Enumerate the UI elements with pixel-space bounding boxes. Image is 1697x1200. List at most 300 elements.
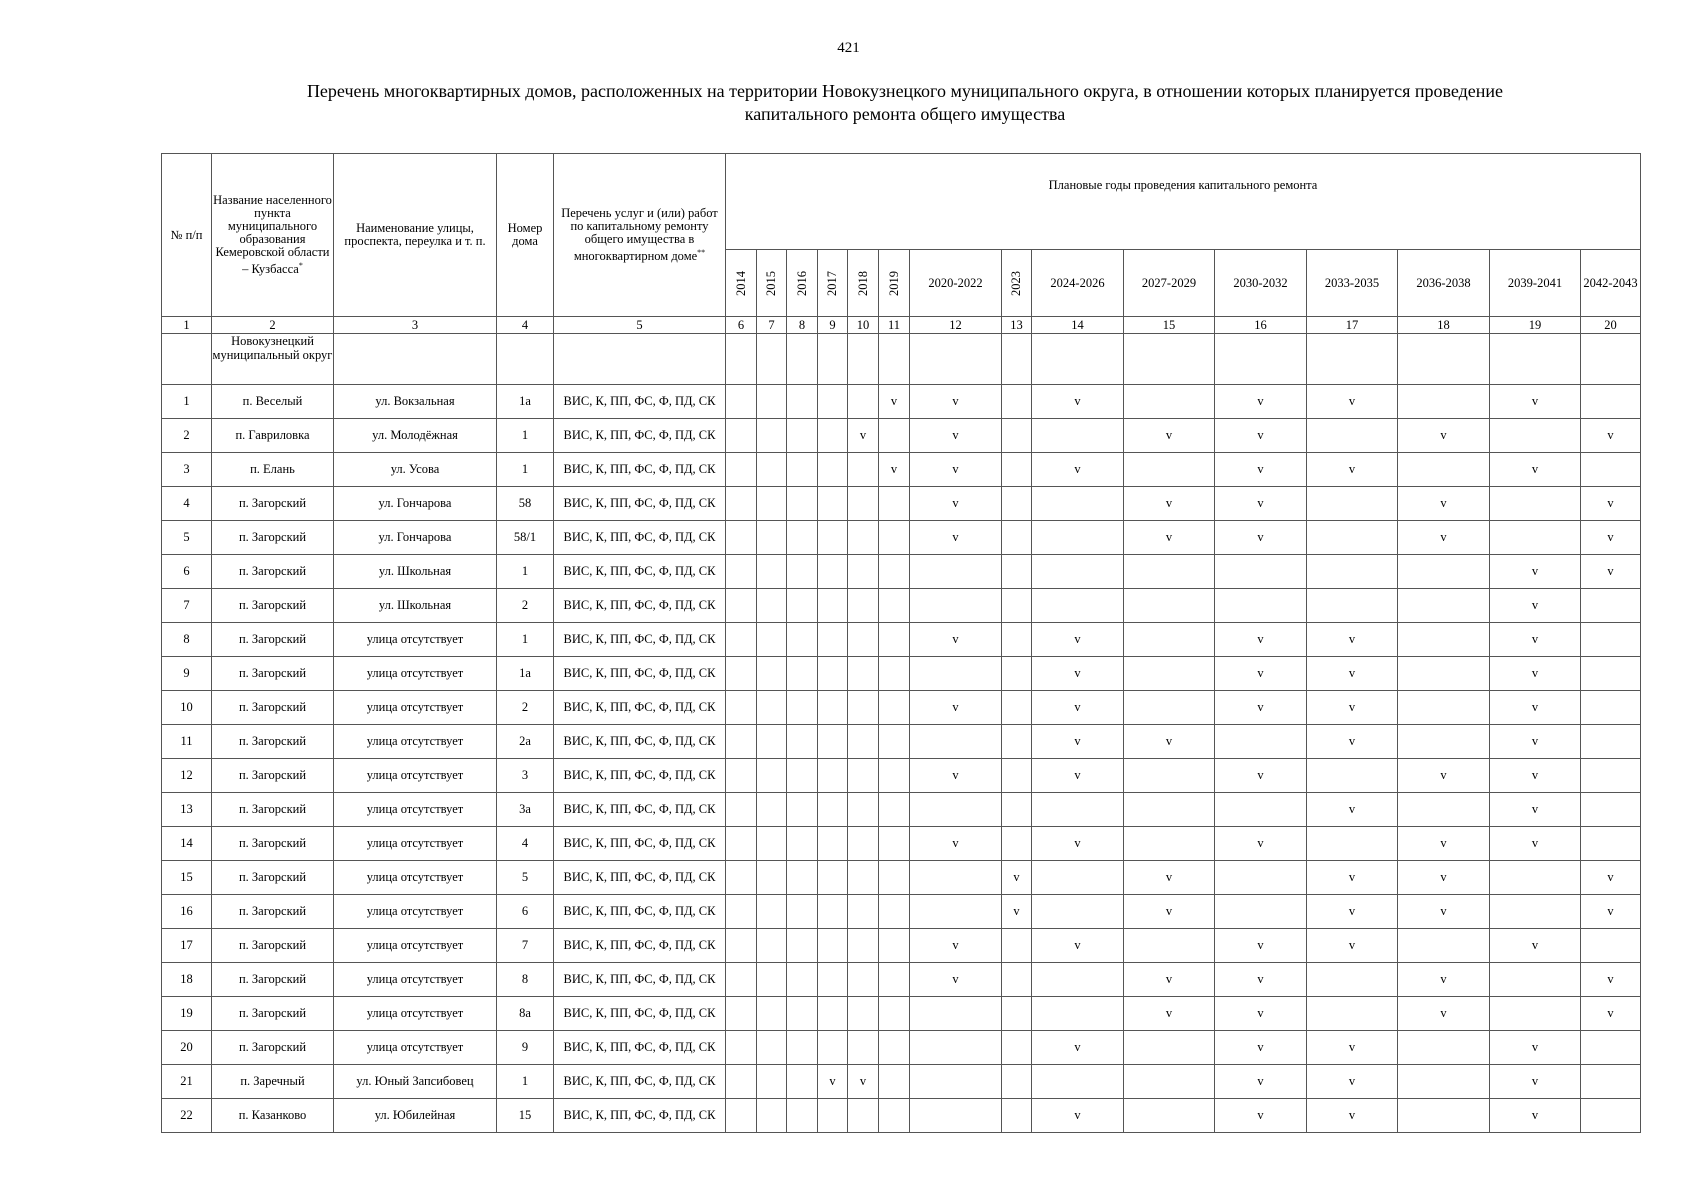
year-mark-cell xyxy=(787,419,818,453)
year-mark-cell: v xyxy=(1124,997,1215,1031)
year-mark-cell xyxy=(757,521,787,555)
year-mark-cell: v xyxy=(1581,419,1641,453)
year-mark-cell xyxy=(1490,963,1581,997)
settlement-cell: п. Загорский xyxy=(212,963,334,997)
year-mark-cell xyxy=(1398,657,1490,691)
street-cell: ул. Молодёжная xyxy=(334,419,497,453)
year-mark-cell xyxy=(879,963,910,997)
year-mark-cell xyxy=(757,827,787,861)
year-mark-cell: v xyxy=(910,385,1002,419)
year-mark-cell xyxy=(879,657,910,691)
works-cell: ВИС, К, ПП, ФС, Ф, ПД, СК xyxy=(554,657,726,691)
year-mark-cell xyxy=(787,1031,818,1065)
header-year-label: 2015 xyxy=(764,270,778,296)
year-mark-cell xyxy=(910,657,1002,691)
year-mark-cell xyxy=(1398,623,1490,657)
year-mark-cell xyxy=(879,759,910,793)
section-cell xyxy=(1307,334,1398,385)
year-mark-cell xyxy=(726,487,757,521)
year-mark-cell xyxy=(787,487,818,521)
settlement-cell: п. Загорский xyxy=(212,623,334,657)
year-mark-cell xyxy=(787,827,818,861)
street-cell: улица отсутствует xyxy=(334,623,497,657)
row-number: 12 xyxy=(162,759,212,793)
house-cell: 1 xyxy=(497,623,554,657)
year-mark-cell xyxy=(726,1099,757,1133)
year-mark-cell xyxy=(1032,555,1124,589)
year-mark-cell xyxy=(910,1031,1002,1065)
street-cell: улица отсутствует xyxy=(334,929,497,963)
column-number: 2 xyxy=(212,317,334,334)
year-mark-cell: v xyxy=(1307,385,1398,419)
year-mark-cell xyxy=(848,623,879,657)
year-mark-cell xyxy=(1002,1065,1032,1099)
year-mark-cell: v xyxy=(1398,521,1490,555)
year-mark-cell xyxy=(1032,521,1124,555)
header-year xyxy=(818,250,848,317)
street-cell: улица отсутствует xyxy=(334,997,497,1031)
year-mark-cell xyxy=(879,861,910,895)
header-settlement-text: Название населенного пункта муниципального образования Кемеровской области – Кузбасса xyxy=(213,192,332,277)
header-year-label: 2018 xyxy=(855,270,870,296)
year-mark-cell xyxy=(818,1099,848,1133)
row-number: 1 xyxy=(162,385,212,419)
works-cell: ВИС, К, ПП, ФС, Ф, ПД, СК xyxy=(554,1099,726,1133)
table-row xyxy=(162,793,1641,827)
year-mark-cell xyxy=(1581,385,1641,419)
street-cell: улица отсутствует xyxy=(334,861,497,895)
year-mark-cell xyxy=(848,521,879,555)
header-year-label: 2023 xyxy=(1009,270,1023,296)
year-mark-cell: v xyxy=(1215,963,1307,997)
year-mark-cell xyxy=(1002,657,1032,691)
street-cell: ул. Школьная xyxy=(334,589,497,623)
year-mark-cell xyxy=(1490,895,1581,929)
year-mark-cell: v xyxy=(1307,929,1398,963)
table-row xyxy=(162,997,1641,1031)
house-cell: 3 xyxy=(497,759,554,793)
row-number: 11 xyxy=(162,725,212,759)
table-row xyxy=(162,589,1641,623)
header-year-label: 2014 xyxy=(733,270,748,296)
year-mark-cell xyxy=(1002,827,1032,861)
year-mark-cell xyxy=(1002,589,1032,623)
year-mark-cell xyxy=(1124,929,1215,963)
year-mark-cell xyxy=(1002,1099,1032,1133)
year-mark-cell xyxy=(726,521,757,555)
works-cell: ВИС, К, ПП, ФС, Ф, ПД, СК xyxy=(554,963,726,997)
works-cell: ВИС, К, ПП, ФС, Ф, ПД, СК xyxy=(554,827,726,861)
year-mark-cell: v xyxy=(1215,521,1307,555)
year-mark-cell: v xyxy=(1581,521,1641,555)
settlement-cell: п. Загорский xyxy=(212,929,334,963)
column-number: 7 xyxy=(757,317,787,334)
year-mark-cell: v xyxy=(1215,385,1307,419)
year-mark-cell xyxy=(1581,623,1641,657)
works-cell: ВИС, К, ПП, ФС, Ф, ПД, СК xyxy=(554,929,726,963)
section-cell xyxy=(554,334,726,385)
year-mark-cell xyxy=(879,895,910,929)
section-cell xyxy=(757,334,787,385)
year-mark-cell xyxy=(1581,1065,1641,1099)
column-number: 19 xyxy=(1490,317,1581,334)
year-mark-cell: v xyxy=(910,963,1002,997)
row-number: 16 xyxy=(162,895,212,929)
year-mark-cell xyxy=(787,895,818,929)
year-mark-cell xyxy=(757,419,787,453)
year-mark-cell xyxy=(787,793,818,827)
street-cell: ул. Школьная xyxy=(334,555,497,589)
year-mark-cell: v xyxy=(1490,759,1581,793)
house-cell: 1 xyxy=(497,419,554,453)
table-row xyxy=(162,623,1641,657)
year-mark-cell xyxy=(1581,759,1641,793)
works-cell: ВИС, К, ПП, ФС, Ф, ПД, СК xyxy=(554,453,726,487)
table-row xyxy=(162,487,1641,521)
year-mark-cell: v xyxy=(1307,453,1398,487)
street-cell: ул. Юный Запсибовец xyxy=(334,1065,497,1099)
year-mark-cell: v xyxy=(1490,1099,1581,1133)
year-mark-cell xyxy=(818,487,848,521)
year-mark-cell xyxy=(1124,385,1215,419)
year-mark-cell: v xyxy=(910,623,1002,657)
column-number: 14 xyxy=(1032,317,1124,334)
settlement-cell: п. Елань xyxy=(212,453,334,487)
works-cell: ВИС, К, ПП, ФС, Ф, ПД, СК xyxy=(554,419,726,453)
year-mark-cell xyxy=(1398,555,1490,589)
settlement-cell: п. Загорский xyxy=(212,895,334,929)
year-mark-cell xyxy=(879,793,910,827)
year-mark-cell: v xyxy=(1215,691,1307,725)
year-mark-cell xyxy=(848,1099,879,1133)
settlement-cell: п. Загорский xyxy=(212,487,334,521)
year-mark-cell xyxy=(757,453,787,487)
settlement-cell: п. Загорский xyxy=(212,997,334,1031)
table-row xyxy=(162,759,1641,793)
header-year-label: 2017 xyxy=(825,270,839,296)
year-mark-cell xyxy=(1307,555,1398,589)
column-number: 11 xyxy=(879,317,910,334)
works-cell: ВИС, К, ПП, ФС, Ф, ПД, СК xyxy=(554,521,726,555)
table-row xyxy=(162,827,1641,861)
section-cell xyxy=(1581,334,1641,385)
house-cell: 1 xyxy=(497,453,554,487)
header-year xyxy=(757,250,787,317)
house-cell: 58/1 xyxy=(497,521,554,555)
year-mark-cell: v xyxy=(1490,555,1581,589)
year-mark-cell xyxy=(726,997,757,1031)
table-row xyxy=(162,453,1641,487)
year-mark-cell xyxy=(726,725,757,759)
year-mark-cell xyxy=(726,453,757,487)
header-works-text: Перечень услуг и (или) работ по капитальному ремонту общего имущества в многоквартирном доме xyxy=(561,205,718,264)
row-number: 2 xyxy=(162,419,212,453)
year-mark-cell: v xyxy=(1307,1065,1398,1099)
house-cell: 2 xyxy=(497,589,554,623)
header-year xyxy=(848,250,879,317)
year-mark-cell: v xyxy=(1398,419,1490,453)
row-number: 3 xyxy=(162,453,212,487)
year-mark-cell xyxy=(787,657,818,691)
year-mark-cell xyxy=(1124,623,1215,657)
year-mark-cell: v xyxy=(1581,895,1641,929)
house-cell: 4 xyxy=(497,827,554,861)
section-cell xyxy=(1215,334,1307,385)
table-row xyxy=(162,385,1641,419)
year-mark-cell xyxy=(1032,793,1124,827)
works-cell: ВИС, К, ПП, ФС, Ф, ПД, СК xyxy=(554,589,726,623)
year-mark-cell xyxy=(818,657,848,691)
year-mark-cell xyxy=(787,997,818,1031)
works-cell: ВИС, К, ПП, ФС, Ф, ПД, СК xyxy=(554,623,726,657)
works-cell: ВИС, К, ПП, ФС, Ф, ПД, СК xyxy=(554,793,726,827)
settlement-cell: п. Гавриловка xyxy=(212,419,334,453)
table-row xyxy=(162,691,1641,725)
street-cell: улица отсутствует xyxy=(334,895,497,929)
year-mark-cell: v xyxy=(910,487,1002,521)
year-mark-cell: v xyxy=(1124,487,1215,521)
table-row xyxy=(162,419,1641,453)
row-number: 19 xyxy=(162,997,212,1031)
year-mark-cell xyxy=(1002,997,1032,1031)
year-mark-cell xyxy=(818,385,848,419)
year-mark-cell: v xyxy=(1307,691,1398,725)
year-mark-cell xyxy=(1490,521,1581,555)
year-mark-cell xyxy=(726,963,757,997)
year-mark-cell xyxy=(1124,759,1215,793)
table-row xyxy=(162,555,1641,589)
year-mark-cell: v xyxy=(1124,861,1215,895)
year-mark-cell xyxy=(818,861,848,895)
year-mark-cell xyxy=(848,997,879,1031)
header-house: Номер дома xyxy=(497,154,554,317)
row-number: 15 xyxy=(162,861,212,895)
year-mark-cell: v xyxy=(848,419,879,453)
year-mark-cell: v xyxy=(910,929,1002,963)
year-mark-cell xyxy=(818,895,848,929)
year-mark-cell: v xyxy=(1215,1065,1307,1099)
year-mark-cell xyxy=(848,487,879,521)
column-number: 17 xyxy=(1307,317,1398,334)
year-mark-cell xyxy=(1307,419,1398,453)
year-mark-cell: v xyxy=(1307,861,1398,895)
year-mark-cell xyxy=(726,793,757,827)
year-mark-cell: v xyxy=(1032,623,1124,657)
year-mark-cell xyxy=(848,827,879,861)
year-mark-cell xyxy=(848,453,879,487)
year-mark-cell xyxy=(726,827,757,861)
year-mark-cell: v xyxy=(1124,419,1215,453)
year-mark-cell xyxy=(787,725,818,759)
year-mark-cell xyxy=(1581,657,1641,691)
year-mark-cell: v xyxy=(1032,827,1124,861)
year-mark-cell xyxy=(1002,419,1032,453)
year-mark-cell xyxy=(1002,487,1032,521)
year-mark-cell xyxy=(1581,1031,1641,1065)
year-mark-cell xyxy=(1002,929,1032,963)
year-mark-cell: v xyxy=(1307,895,1398,929)
year-mark-cell: v xyxy=(1398,487,1490,521)
column-number: 10 xyxy=(848,317,879,334)
year-mark-cell xyxy=(726,1065,757,1099)
year-mark-cell xyxy=(848,691,879,725)
year-mark-cell xyxy=(879,419,910,453)
year-mark-cell xyxy=(1124,453,1215,487)
year-mark-cell: v xyxy=(910,453,1002,487)
header-year: 2039-2041 xyxy=(1490,250,1581,317)
year-mark-cell: v xyxy=(1215,657,1307,691)
row-number: 18 xyxy=(162,963,212,997)
year-mark-cell xyxy=(910,997,1002,1031)
year-mark-cell xyxy=(1215,861,1307,895)
page-number: 421 xyxy=(837,40,860,56)
works-cell: ВИС, К, ПП, ФС, Ф, ПД, СК xyxy=(554,895,726,929)
year-mark-cell xyxy=(1581,929,1641,963)
year-mark-cell: v xyxy=(1490,623,1581,657)
year-mark-cell: v xyxy=(1490,929,1581,963)
year-mark-cell xyxy=(726,1031,757,1065)
row-number: 13 xyxy=(162,793,212,827)
settlement-cell: п. Загорский xyxy=(212,759,334,793)
year-mark-cell xyxy=(757,487,787,521)
year-mark-cell xyxy=(1581,691,1641,725)
year-mark-cell xyxy=(757,589,787,623)
settlement-cell: п. Загорский xyxy=(212,691,334,725)
house-cell: 15 xyxy=(497,1099,554,1133)
year-mark-cell xyxy=(726,657,757,691)
year-mark-cell xyxy=(726,895,757,929)
section-cell xyxy=(1490,334,1581,385)
year-mark-cell xyxy=(848,657,879,691)
year-mark-cell: v xyxy=(1490,657,1581,691)
year-mark-cell xyxy=(1124,657,1215,691)
section-cell xyxy=(848,334,879,385)
year-mark-cell: v xyxy=(1581,555,1641,589)
street-cell: улица отсутствует xyxy=(334,827,497,861)
year-mark-cell xyxy=(818,997,848,1031)
year-mark-cell xyxy=(1032,1065,1124,1099)
year-mark-cell xyxy=(726,861,757,895)
street-cell: ул. Усова xyxy=(334,453,497,487)
year-mark-cell xyxy=(1307,997,1398,1031)
header-street: Наименование улицы, проспекта, переулка и т. п. xyxy=(334,154,497,317)
header-works-note: ** xyxy=(697,247,706,257)
year-mark-cell xyxy=(1002,759,1032,793)
year-mark-cell: v xyxy=(1490,589,1581,623)
year-mark-cell: v xyxy=(1215,487,1307,521)
column-number: 1 xyxy=(162,317,212,334)
year-mark-cell xyxy=(787,929,818,963)
year-mark-cell xyxy=(879,725,910,759)
section-cell xyxy=(1124,334,1215,385)
year-mark-cell xyxy=(910,555,1002,589)
year-mark-cell: v xyxy=(1124,725,1215,759)
column-number: 6 xyxy=(726,317,757,334)
year-mark-cell: v xyxy=(1398,963,1490,997)
year-mark-cell xyxy=(1398,1065,1490,1099)
year-mark-cell xyxy=(818,691,848,725)
table-row xyxy=(162,895,1641,929)
row-number: 8 xyxy=(162,623,212,657)
year-mark-cell: v xyxy=(1032,1099,1124,1133)
year-mark-cell xyxy=(818,929,848,963)
settlement-cell: п. Загорский xyxy=(212,793,334,827)
year-mark-cell xyxy=(1398,793,1490,827)
year-mark-cell: v xyxy=(1032,453,1124,487)
year-mark-cell: v xyxy=(1307,1099,1398,1133)
year-mark-cell xyxy=(726,623,757,657)
year-mark-cell: v xyxy=(1581,963,1641,997)
year-mark-cell xyxy=(1002,691,1032,725)
row-number: 22 xyxy=(162,1099,212,1133)
year-mark-cell xyxy=(818,725,848,759)
year-mark-cell xyxy=(1398,1099,1490,1133)
table-row xyxy=(162,521,1641,555)
year-mark-cell xyxy=(818,963,848,997)
header-settlement-note: * xyxy=(298,260,303,270)
year-mark-cell xyxy=(848,1031,879,1065)
year-mark-cell xyxy=(1032,487,1124,521)
year-mark-cell xyxy=(1398,725,1490,759)
year-mark-cell xyxy=(757,623,787,657)
year-mark-cell xyxy=(1002,555,1032,589)
year-mark-cell xyxy=(787,623,818,657)
column-number: 8 xyxy=(787,317,818,334)
table-row xyxy=(162,963,1641,997)
year-mark-cell xyxy=(848,725,879,759)
table-row xyxy=(162,1065,1641,1099)
year-mark-cell: v xyxy=(1398,861,1490,895)
street-cell: улица отсутствует xyxy=(334,1031,497,1065)
settlement-cell: п. Загорский xyxy=(212,861,334,895)
header-settlement xyxy=(212,154,334,317)
year-mark-cell xyxy=(1124,691,1215,725)
street-cell: улица отсутствует xyxy=(334,657,497,691)
year-mark-cell xyxy=(848,589,879,623)
year-mark-cell xyxy=(787,1065,818,1099)
year-mark-cell xyxy=(726,589,757,623)
year-mark-cell: v xyxy=(1307,1031,1398,1065)
works-cell: ВИС, К, ПП, ФС, Ф, ПД, СК xyxy=(554,1065,726,1099)
settlement-cell: п. Загорский xyxy=(212,555,334,589)
table-row xyxy=(162,725,1641,759)
street-cell: ул. Вокзальная xyxy=(334,385,497,419)
year-mark-cell xyxy=(879,521,910,555)
year-mark-cell: v xyxy=(1490,793,1581,827)
year-mark-cell xyxy=(910,589,1002,623)
year-mark-cell xyxy=(1002,623,1032,657)
section-cell xyxy=(1398,334,1490,385)
header-works xyxy=(554,154,726,317)
year-mark-cell xyxy=(1032,861,1124,895)
street-cell: улица отсутствует xyxy=(334,793,497,827)
year-mark-cell xyxy=(1581,589,1641,623)
year-mark-cell xyxy=(818,453,848,487)
table-row xyxy=(162,1031,1641,1065)
house-cell: 1 xyxy=(497,555,554,589)
street-cell: улица отсутствует xyxy=(334,759,497,793)
year-mark-cell: v xyxy=(1215,453,1307,487)
year-mark-cell xyxy=(818,793,848,827)
year-mark-cell xyxy=(787,1099,818,1133)
year-mark-cell xyxy=(910,1099,1002,1133)
column-number: 3 xyxy=(334,317,497,334)
year-mark-cell xyxy=(757,929,787,963)
year-mark-cell xyxy=(1307,963,1398,997)
column-number: 20 xyxy=(1581,317,1641,334)
year-mark-cell xyxy=(757,997,787,1031)
year-mark-cell: v xyxy=(1002,861,1032,895)
